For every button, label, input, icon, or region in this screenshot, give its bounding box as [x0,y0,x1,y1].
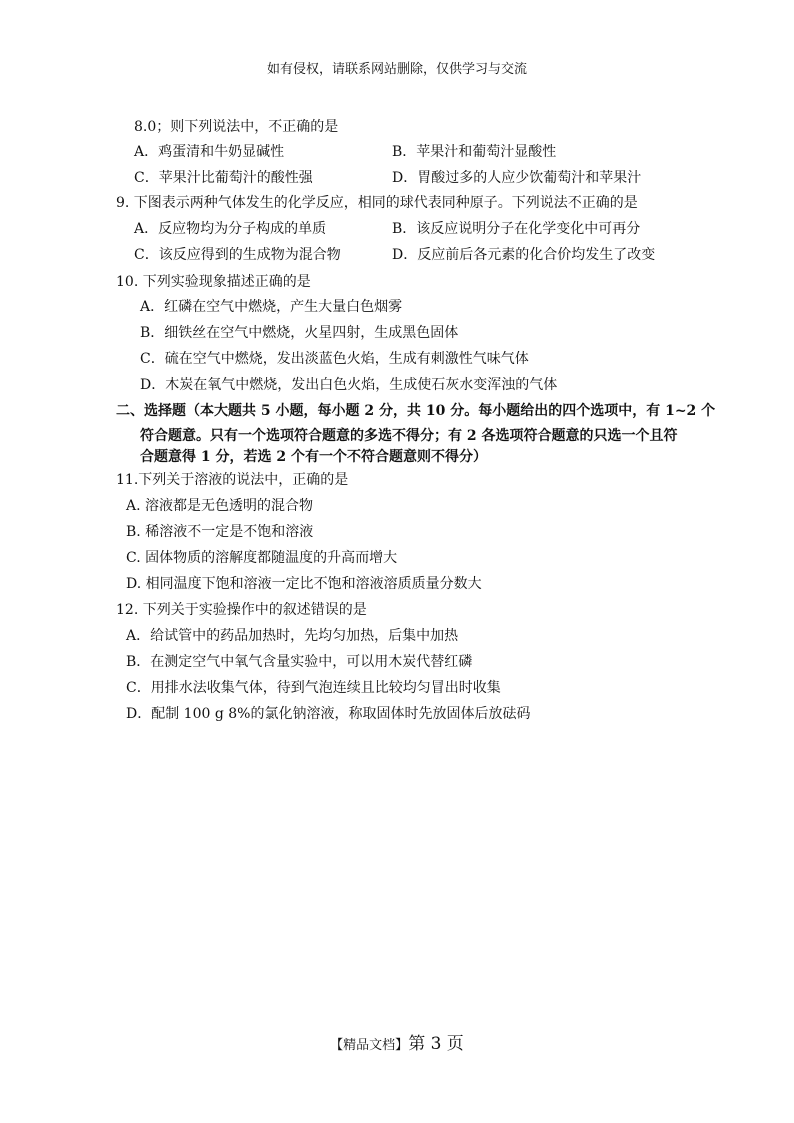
q8-option-a: A．鸡蛋清和牛奶显碱性 [134,144,285,160]
q12-option-c: C．用排水法收集气体，待到气泡连续且比较均匀冒出时收集 [126,680,501,696]
q9-option-c: C．该反应得到的生成物为混合物 [134,247,341,263]
q10-option-c: C．硫在空气中燃烧，发出淡蓝色火焰，生成有刺激性气味气体 [140,351,529,367]
q12-option-b: B．在测定空气中氧气含量实验中，可以用木炭代替红磷 [126,654,473,670]
q12-option-a: A．给试管中的药品加热时，先均匀加热，后集中加热 [126,628,459,644]
q9-option-d: D．反应前后各元素的化合价均发生了改变 [392,247,656,263]
page-number: 第 3 页 [408,1034,464,1054]
q8-option-d: D．胃酸过多的人应少饮葡萄汁和苹果汁 [392,170,642,186]
section-2-heading-line2: 符合题意。只有一个选项符合题意的多选不得分；有 2 各选项符合题意的只选一个且符 [140,428,678,444]
q10-option-b: B．细铁丝在空气中燃烧，火星四射，生成黑色固体 [140,325,459,341]
q10-option-d: D．木炭在氧气中燃烧，发出白色火焰，生成使石灰水变浑浊的气体 [140,377,558,393]
q11-option-d: D. 相同温度下饱和溶液一定比不饱和溶液溶质质量分数大 [126,576,482,592]
q11-option-a: A. 溶液都是无色透明的混合物 [126,498,314,514]
q8-option-b: B．苹果汁和葡萄汁显酸性 [392,144,557,160]
q9-stem: 9. 下图表示两种气体发生的化学反应，相同的球代表同种原子。下列说法不正确的是 [116,195,638,211]
q9-option-a: A．反应物均为分子构成的单质 [134,221,327,237]
q12-stem: 12. 下列关于实验操作中的叙述错误的是 [116,602,367,618]
copyright-notice: 如有侵权，请联系网站删除，仅供学习与交流 [266,62,527,77]
q11-option-c: C. 固体物质的溶解度都随温度的升高而增大 [126,550,398,566]
q12-option-d: D．配制 100 g 8%的氯化钠溶液，称取固体时先放固体后放砝码 [126,706,531,722]
q9-option-b: B．该反应说明分子在化学变化中可再分 [392,221,641,237]
q8-option-c: C．苹果汁比葡萄汁的酸性强 [134,170,313,186]
q11-stem: 11.下列关于溶液的说法中，正确的是 [116,472,349,488]
q8-stem: 8.0；则下列说法中，不正确的是 [134,119,339,135]
page-footer [0,1029,794,1054]
q11-option-b: B. 稀溶液不一定是不饱和溶液 [126,524,314,540]
q10-option-a: A．红磷在空气中燃烧，产生大量白色烟雾 [140,299,403,315]
q10-stem: 10. 下列实验现象描述正确的是 [116,274,311,290]
section-2-heading-line3: 合题意得 1 分，若选 2 个有一个不符合题意则不得分） [140,449,487,465]
section-2-heading-line1: 二、选择题（本大题共 5 小题，每小题 2 分，共 10 分。每小题给出的四个选项中，有 1~2 个 [116,403,716,419]
footer-tag: 【精品文档】 [330,1038,409,1053]
